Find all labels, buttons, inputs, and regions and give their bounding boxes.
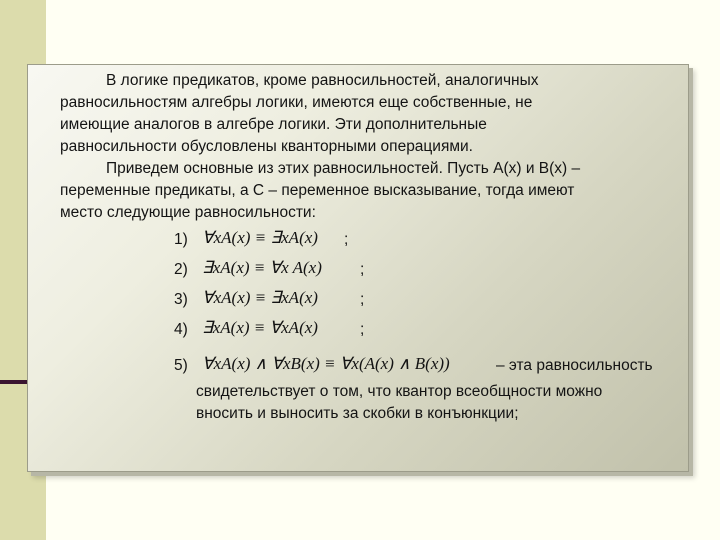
formula-semicolon: ; [360, 261, 365, 278]
formula-item [60, 285, 690, 315]
text-line: Приведем основные из этих равносильностей. Пусть A(x) и B(x) – [106, 160, 581, 177]
formula-semicolon: ; [360, 291, 365, 308]
formula-semicolon: ; [360, 321, 365, 338]
text-line: равносильностям алгебры логики, имеются еще собственные, не [60, 94, 533, 111]
formula-number: 1) [174, 231, 188, 248]
formula-comment: – эта равносильность [496, 357, 653, 374]
text-line: вносить и выносить за скобки в конъюнкции; [196, 405, 519, 422]
text-line: имеющие аналогов в алгебре логики. Эти дополнительные [60, 116, 487, 133]
formula-number: 3) [174, 291, 188, 308]
paragraph-intro [60, 70, 690, 158]
formula-item [60, 315, 690, 345]
formula-number: 5) [174, 357, 188, 374]
text-line: В логике предикатов, кроме равносильностей, аналогичных [106, 72, 539, 89]
formula-number: 2) [174, 261, 188, 278]
left-decor-line [0, 380, 30, 384]
formula-expression: ∀xA(x) ≡ ∃xA(x) [202, 288, 318, 307]
formula-comment-continuation [196, 381, 690, 425]
formula-expression: ∀xA(x) ∧ ∀xB(x) ≡ ∀x(A(x) ∧ B(x)) [202, 354, 450, 373]
formula-item [60, 255, 690, 285]
text-line: переменные предикаты, а C – переменное высказывание, тогда имеют [60, 182, 575, 199]
formula-item-5 [60, 351, 690, 381]
text-line: свидетельствует о том, что квантор всеобщности можно [196, 383, 603, 400]
formula-expression: ∃xA(x) ≡ ∀xA(x) [202, 318, 318, 337]
formula-list [60, 225, 690, 345]
text-line: место следующие равносильности: [60, 204, 316, 221]
formula-expression: ∃xA(x) ≡ ∀x A(x) [202, 258, 322, 277]
formula-number: 4) [174, 321, 188, 338]
formula-item [60, 225, 690, 255]
formula-semicolon: ; [344, 231, 349, 248]
formula-expression: ∀xA(x) ≡ ∃xA(x) [202, 228, 318, 247]
slide-content [60, 70, 690, 425]
text-line: равносильности обусловлены кванторными операциями. [60, 138, 473, 155]
paragraph-main [60, 158, 690, 224]
